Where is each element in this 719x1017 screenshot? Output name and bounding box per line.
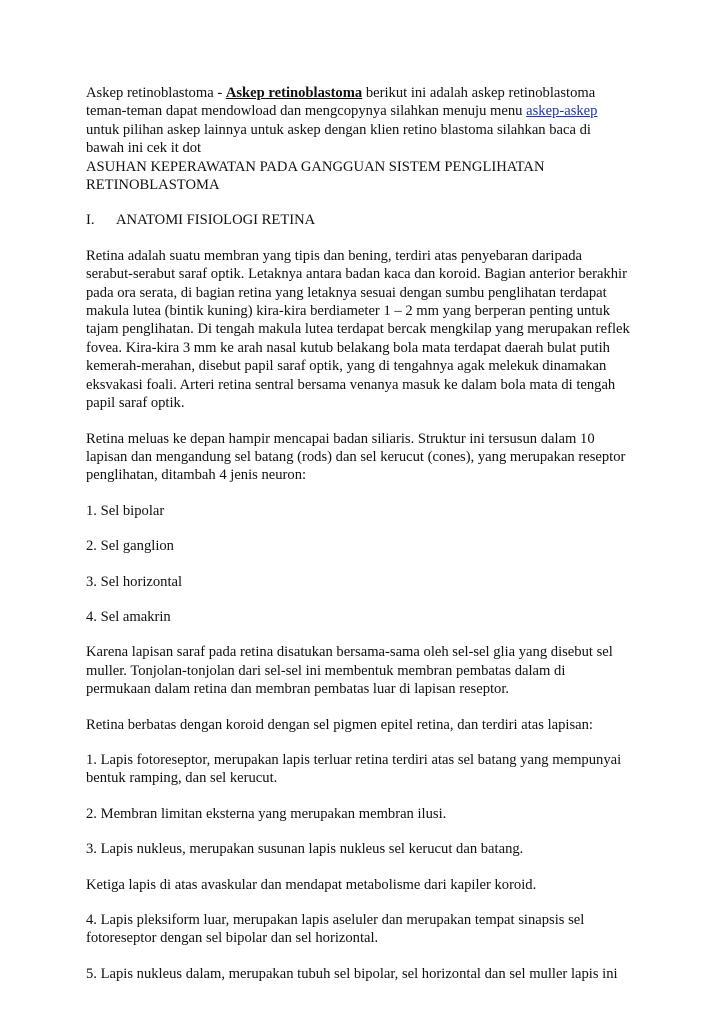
layer-list-item: 5. Lapis nukleus dalam, merupakan tubuh sel bipolar, sel horizontal dan sel muller lapis ini	[86, 965, 618, 982]
paragraph-retina-definition: Retina adalah suatu membran yang tipis dan bening, terdiri atas penyebaran daripada serabut-serabut saraf optik. Letaknya antara badan kaca dan koroid. Bagian anterior berakhir pada ora serata, di bagian retina yang letaknya sesuai dengan sumbu penglihatan terdapat makula lutea (bintik kuning) kira-kira berdiameter 1 – 2 mm yang berperan penting untuk tajam penglihatan. Di tengah makula lutea terdapat bercak mengkilap yang merupakan reflek fovea. Kira-kira 3 mm ke arah nasal kutub belakang bola mata terdapat daerah bulat putih kemerah-merahan, disebut papil saraf optik, yang di tengahnya agak melekuk dinamakan eksvakasi foali. Arteri retina sentral bersama venanya masuk ke dalam bola mata di tengah papil saraf optik.	[86, 247, 630, 412]
intro-prefix: Askep retinoblastoma -	[86, 85, 226, 101]
intro-text-a: berikut ini adalah askep retinoblastoma teman-teman dapat mendowload dan mengcopynya silahkan menuju menu	[86, 85, 596, 120]
section-title: ANATOMI FISIOLOGI RETINA	[116, 212, 316, 229]
section-heading	[86, 211, 632, 229]
document-page	[86, 84, 632, 983]
layer-list-item: 2. Membran limitan eksterna yang merupakan membran ilusi.	[86, 805, 447, 822]
neuron-list-item: 2. Sel ganglion	[86, 538, 174, 555]
document-title-line2: RETINOBLASTOMA	[86, 177, 220, 194]
askep-retinoblastoma-link[interactable]: Askep retinoblastoma	[225, 85, 363, 101]
layer-list-item: 4. Lapis pleksiform luar, merupakan lapis aseluler dan merupakan tempat sinapsis sel fotoreseptor dengan sel bipolar dan sel horizontal.	[86, 912, 585, 947]
askep-askep-link[interactable]: askep-askep	[526, 103, 598, 120]
layer-list-item: 1. Lapis fotoreseptor, merupakan lapis terluar retina terdiri atas sel batang yang mempunyai bentuk ramping, dan sel kerucut.	[86, 751, 622, 787]
section-number: I.	[86, 212, 95, 229]
intro-paragraph	[86, 84, 632, 158]
intro-text-b: untuk pilihan askep lainnya untuk askep dengan klien retino blastoma silahkan baca di bawah ini cek it dot	[86, 121, 591, 157]
neuron-list-item: 4. Sel amakrin	[86, 608, 171, 625]
paragraph-glia: Karena lapisan saraf pada retina disatukan bersama-sama oleh sel-sel glia yang disebut sel muller. Tonjolan-tonjolan dari sel-sel ini membentuk membran pembatas dalam di permukaan dalam retina dan membran pembatas luar di lapisan reseptor.	[86, 644, 613, 698]
document-title-line1: ASUHAN KEPERAWATAN PADA GANGGUAN SISTEM PENGLIHATAN	[86, 158, 545, 175]
paragraph-avascular: Ketiga lapis di atas avaskular dan mendapat metabolisme dari kapiler koroid.	[86, 876, 537, 893]
neuron-list-item: 1. Sel bipolar	[86, 502, 165, 519]
paragraph-retina-structure: Retina meluas ke depan hampir mencapai badan siliaris. Struktur ini tersusun dalam 10 lapisan dan mengandung sel batang (rods) dan sel kerucut (cones), yang merupakan reseptor penglihatan, ditambah 4 jenis neuron:	[86, 430, 626, 484]
paragraph-layers-intro: Retina berbatas dengan koroid dengan sel pigmen epitel retina, dan terdiri atas lapisan:	[86, 716, 593, 733]
layer-list-item: 3. Lapis nukleus, merupakan susunan lapis nukleus sel kerucut dan batang.	[86, 841, 524, 858]
neuron-list-item: 3. Sel horizontal	[86, 573, 183, 590]
